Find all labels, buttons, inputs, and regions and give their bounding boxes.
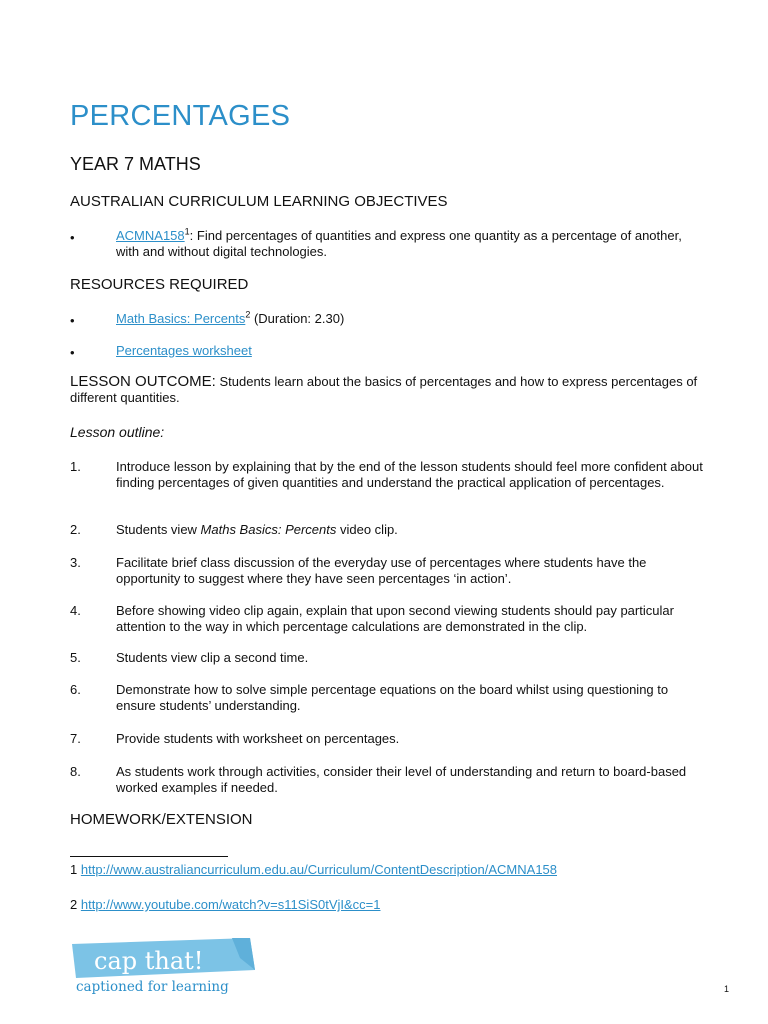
footnote bbox=[70, 897, 381, 912]
page-title: PERCENTAGES bbox=[70, 100, 291, 132]
resource-link-worksheet[interactable]: Percentages worksheet bbox=[116, 343, 252, 358]
footnote-link[interactable]: http://www.youtube.com/watch?v=s11SiS0tVjI&cc=1 bbox=[80, 897, 381, 912]
step-text bbox=[116, 522, 706, 538]
resources-heading: RESOURCES REQUIRED bbox=[70, 276, 249, 293]
footnote-link[interactable]: http://www.australiancurriculum.edu.au/Curriculum/ContentDescription/ACMNA158 bbox=[80, 862, 558, 877]
step-text-post: video clip. bbox=[336, 522, 398, 537]
step-number: 3. bbox=[70, 555, 81, 570]
step-text: As students work through activities, consider their level of understanding and return to board-based worked examples if needed. bbox=[116, 764, 687, 795]
logo-graphic bbox=[72, 938, 258, 996]
lesson-outcome bbox=[70, 374, 710, 406]
lesson-outcome-label: LESSON OUTCOME: bbox=[70, 373, 216, 390]
step-text: Facilitate brief class discussion of the everyday use of percentages where students have the opportunity to suggest where they have seen percentages ‘in action’. bbox=[116, 555, 647, 586]
footnote bbox=[70, 862, 557, 877]
step-number: 5. bbox=[70, 650, 81, 665]
step-number: 1. bbox=[70, 459, 81, 474]
objective-item bbox=[116, 228, 706, 259]
logo-main-text: cap that! bbox=[94, 947, 204, 975]
objective-link[interactable]: ACMNA158 bbox=[116, 228, 185, 243]
step-text: Before showing video clip again, explain that upon second viewing students should pay particular attention to the way in which percentage calculations are demonstrated in the clip. bbox=[116, 603, 674, 634]
step-text-pre: Students view bbox=[116, 522, 201, 537]
resource-item bbox=[116, 311, 706, 327]
lesson-outcome-text: Students learn about the basics of percentages and how to express percentages of different quantities. bbox=[70, 374, 698, 405]
step-number: 8. bbox=[70, 764, 81, 779]
footnote-number: 1 bbox=[70, 862, 78, 877]
homework-heading: HOMEWORK/EXTENSION bbox=[70, 811, 253, 828]
step-text: Provide students with worksheet on percentages. bbox=[116, 731, 400, 746]
page-number: 1 bbox=[724, 984, 730, 994]
footnote-divider bbox=[70, 856, 228, 857]
step-text: Demonstrate how to solve simple percentage equations on the board whilst using questioning to ensure students’ understanding. bbox=[116, 682, 669, 713]
objectives-heading: AUSTRALIAN CURRICULUM LEARNING OBJECTIVES bbox=[70, 193, 448, 210]
objective-text: : Find percentages of quantities and express one quantity as a percentage of another, with and without digital technologies. bbox=[116, 228, 682, 259]
step-text-emphasis: Maths Basics: Percents bbox=[200, 522, 337, 537]
logo-tagline: captioned for learning bbox=[76, 979, 229, 995]
resource-text: (Duration: 2.30) bbox=[250, 311, 345, 326]
step-number: 6. bbox=[70, 682, 81, 697]
footnote-ref: 1 bbox=[184, 226, 190, 237]
lesson-outline-label: Lesson outline: bbox=[70, 424, 165, 440]
resource-item bbox=[116, 343, 706, 359]
resource-bullet: • bbox=[70, 313, 75, 328]
footnote-ref: 2 bbox=[245, 309, 251, 320]
resource-link-video[interactable]: Math Basics: Percents bbox=[116, 311, 246, 326]
step-number: 7. bbox=[70, 731, 81, 746]
step-text: Students view clip a second time. bbox=[116, 650, 309, 665]
resource-bullet: • bbox=[70, 345, 75, 360]
step-number: 2. bbox=[70, 522, 81, 537]
footnote-number: 2 bbox=[70, 897, 78, 912]
page-subtitle: YEAR 7 MATHS bbox=[70, 154, 201, 174]
step-number: 4. bbox=[70, 603, 81, 618]
step-text: Introduce lesson by explaining that by the end of the lesson students should feel more confident about finding percentages of given quantities and understand the practical application of percentages. bbox=[116, 459, 703, 490]
cap-that-logo bbox=[72, 938, 258, 996]
objective-bullet: • bbox=[70, 230, 75, 245]
